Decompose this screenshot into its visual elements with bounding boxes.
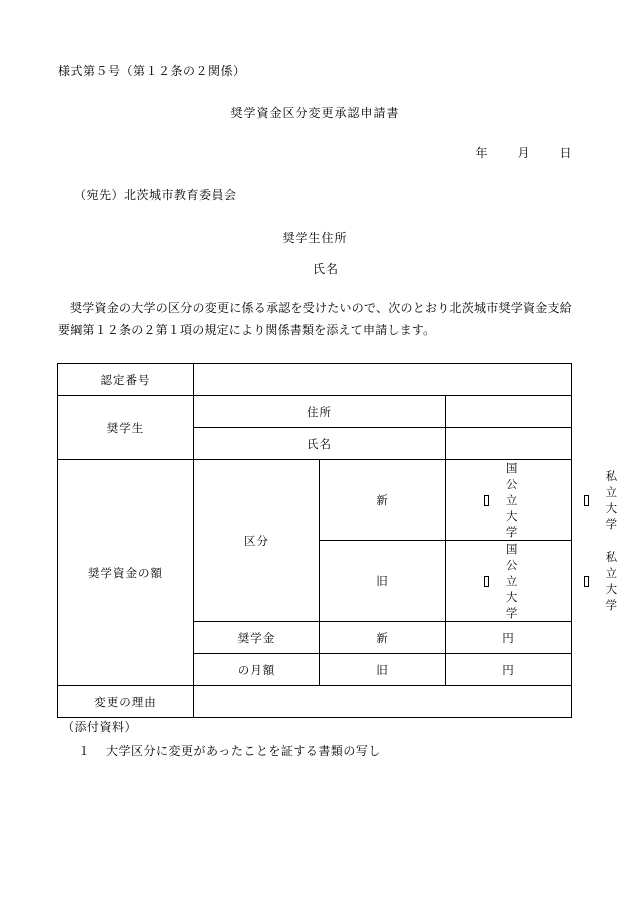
- category-old-options: [446, 541, 619, 622]
- checkbox-icon[interactable]: [584, 576, 589, 587]
- monthly-old-label: 旧: [320, 654, 446, 686]
- table-row-student-address: [58, 396, 572, 428]
- date-year-label: 年: [475, 146, 488, 160]
- checkbox-old-private[interactable]: [584, 549, 622, 613]
- monthly-old-field[interactable]: 円: [446, 654, 572, 686]
- table-row-recognition-number: [58, 364, 572, 396]
- attachment-item-1-number: １: [78, 744, 91, 758]
- date-line: [475, 144, 572, 161]
- student-name-field[interactable]: [446, 428, 572, 460]
- checkbox-new-private[interactable]: [584, 468, 622, 532]
- checkbox-old-private-label: 私立大学: [605, 552, 619, 612]
- attachments-heading: （添付資料）: [62, 720, 138, 734]
- reason-label: 変更の理由: [58, 686, 194, 718]
- document-title: 奨学資金区分変更承認申請書: [230, 106, 400, 120]
- application-table: [57, 363, 619, 718]
- monthly-new-field[interactable]: 円: [446, 622, 572, 654]
- form-number: 様式第５号（第１２条の２関係）: [58, 64, 246, 78]
- applicant-name-label: 氏名: [312, 262, 339, 276]
- table-row-reason: [58, 686, 572, 718]
- checkbox-old-public[interactable]: [484, 541, 522, 621]
- student-name-label: 氏名: [194, 428, 446, 460]
- monthly-amount-label-line2: の月額: [194, 654, 320, 686]
- attachment-item-1-text: 大学区分に変更があったことを証する書類の写し: [106, 744, 381, 758]
- monthly-amount-label-line1: 奨学金: [194, 622, 320, 654]
- checkbox-icon[interactable]: [584, 495, 589, 506]
- checkbox-icon[interactable]: [484, 576, 489, 587]
- body-paragraph: [58, 297, 572, 341]
- checkbox-old-public-label: 国公立大学: [505, 544, 519, 620]
- category-label: 区分: [194, 460, 320, 622]
- checkbox-new-public[interactable]: [484, 460, 522, 540]
- table-row-category-new: [58, 460, 572, 541]
- date-day-label: 日: [559, 146, 572, 160]
- monthly-new-label: 新: [320, 622, 446, 654]
- student-label: 奨学生: [58, 396, 194, 460]
- student-address-label: 住所: [194, 396, 446, 428]
- date-month-label: 月: [517, 146, 530, 160]
- body-paragraph-text: 奨学資金の大学の区分の変更に係る承認を受けたいので、次のとおり北茨城市奨学資金支給要綱第１２条の２第１項の規定により関係書類を添えて申請します。: [58, 301, 572, 338]
- addressee: （宛先）北茨城市教育委員会: [74, 188, 237, 202]
- checkbox-new-private-label: 私立大学: [605, 471, 619, 531]
- category-new-label: 新: [320, 460, 446, 541]
- recognition-number-label: 認定番号: [58, 364, 194, 396]
- amount-label: 奨学資金の額: [58, 460, 194, 686]
- checkbox-new-public-label: 国公立大学: [505, 463, 519, 539]
- reason-field[interactable]: [194, 686, 572, 718]
- checkbox-icon[interactable]: [484, 495, 489, 506]
- category-old-label: 旧: [320, 541, 446, 622]
- category-new-options: [446, 460, 619, 541]
- recognition-number-field[interactable]: [194, 364, 572, 396]
- attachment-item-1: [78, 742, 381, 759]
- applicant-address-label: 奨学生住所: [282, 231, 348, 245]
- student-address-field[interactable]: [446, 396, 572, 428]
